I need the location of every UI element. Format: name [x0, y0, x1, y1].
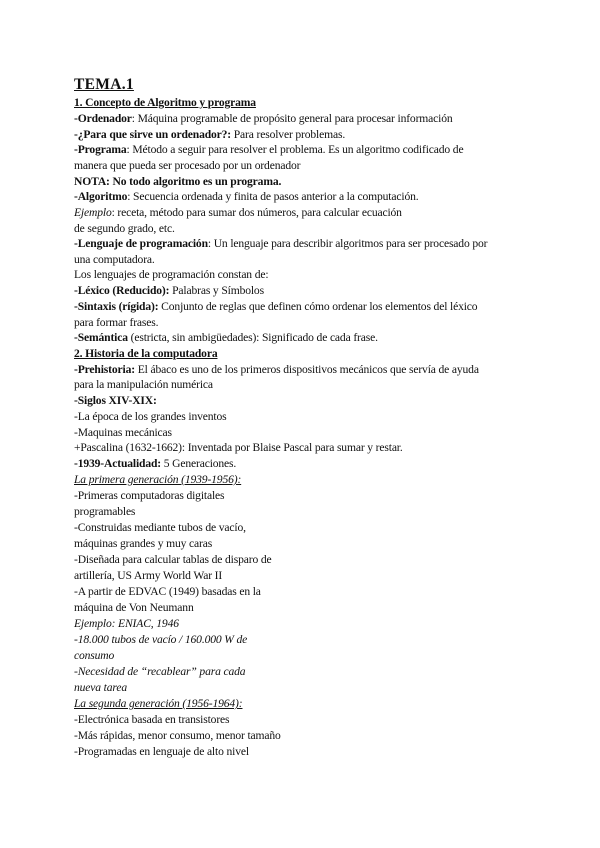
section-heading-historia: 2. Historia de la computadora — [74, 347, 218, 360]
list-item: -La época de los grandes inventos — [74, 410, 227, 423]
term-text: : Un lenguaje para describir algoritmos para ser procesado por — [207, 237, 488, 250]
generation-heading-1: La primera generación (1939-1956): — [74, 473, 242, 486]
term-label: -Prehistoria: — [74, 363, 135, 376]
definition-prehistoria-cont: para la manipulación numérica — [74, 378, 213, 391]
term-text: Conjunto de reglas que definen cómo ordenar los elementos del léxico — [158, 300, 478, 313]
term-label: -Léxico (Reducido): — [74, 284, 170, 297]
term-text: 5 Generaciones. — [160, 457, 237, 470]
definition-lexico — [74, 284, 264, 298]
term-label: -Ordenador — [74, 112, 132, 125]
term-text: El ábaco es uno de los primeros dispositivos mecánicos que servía de ayuda — [134, 363, 479, 376]
example-line: nueva tarea — [74, 681, 127, 694]
definition-sintaxis-cont: para formar frases. — [74, 316, 159, 329]
term-text: : Máquina programable de propósito general para procesar información — [131, 112, 453, 125]
term-label: -1939-Actualidad: — [74, 457, 161, 470]
term-label: -Sintaxis (rígida): — [74, 300, 159, 313]
definition-semantica — [74, 331, 378, 345]
definition-ordenador — [74, 112, 453, 126]
example-text: : receta, método para sumar dos números, para calcular ecuación — [111, 206, 402, 219]
list-item: -Programadas en lenguaje de alto nivel — [74, 745, 249, 758]
nota-line: NOTA: No todo algoritmo es un programa. — [74, 175, 282, 188]
term-label: -Lenguaje de programación — [74, 237, 208, 250]
term-text: Palabras y Símbolos — [169, 284, 264, 297]
term-label: -Semántica — [74, 331, 128, 344]
list-item: -Primeras computadoras digitales — [74, 489, 225, 502]
example-line: consumo — [74, 649, 115, 662]
term-label: -Programa — [74, 143, 127, 156]
example-label: Ejemplo — [74, 206, 112, 219]
constan-line: Los lenguajes de programación constan de: — [74, 268, 269, 281]
example-line: -18.000 tubos de vacío / 160.000 W de — [74, 633, 248, 646]
definition-programa — [74, 143, 463, 157]
list-item: -Maquinas mecánicas — [74, 426, 172, 439]
definition-algoritmo — [74, 190, 418, 204]
generation-heading-2: La segunda generación (1956-1964): — [74, 697, 243, 710]
section-heading-algoritmo: 1. Concepto de Algoritmo y programa — [74, 96, 256, 109]
document-title: TEMA.1 — [74, 76, 134, 93]
list-item: -Construidas mediante tubos de vacío, — [74, 521, 246, 534]
list-item: máquina de Von Neumann — [74, 601, 194, 614]
example-algoritmo — [74, 206, 402, 220]
definition-lenguaje — [74, 237, 487, 251]
example-algoritmo-cont: de segundo grado, etc. — [74, 222, 175, 235]
siglos-heading: -Siglos XIV-XIX: — [74, 394, 157, 407]
list-item: programables — [74, 505, 136, 518]
list-item: -A partir de EDVAC (1949) basadas en la — [74, 585, 261, 598]
definition-sintaxis — [74, 300, 477, 314]
question-para-que — [74, 128, 345, 142]
actualidad-line — [74, 457, 236, 471]
list-item: -Más rápidas, menor consumo, menor tamaño — [74, 729, 281, 742]
definition-programa-cont: manera que pueda ser procesado por un ordenador — [74, 159, 301, 172]
example-line: Ejemplo: ENIAC, 1946 — [74, 617, 179, 630]
definition-lenguaje-cont: una computadora. — [74, 253, 155, 266]
definition-prehistoria — [74, 363, 479, 377]
term-text: Para resolver problemas. — [231, 128, 346, 141]
list-item: -Electrónica basada en transistores — [74, 713, 230, 726]
term-text: : Método a seguir para resolver el problema. Es un algoritmo codificado de — [126, 143, 464, 156]
list-item: artillería, US Army World War II — [74, 569, 223, 582]
example-line: -Necesidad de “recablear” para cada — [74, 665, 246, 678]
list-item: máquinas grandes y muy caras — [74, 537, 213, 550]
list-item: -Diseñada para calcular tablas de disparo de — [74, 553, 272, 566]
term-label: -¿Para que sirve un ordenador?: — [74, 128, 232, 141]
list-item: +Pascalina (1632-1662): Inventada por Blaise Pascal para sumar y restar. — [74, 441, 403, 454]
term-text: (estricta, sin ambigüedades): Significado de cada frase. — [127, 331, 378, 344]
term-text: : Secuencia ordenada y finita de pasos anterior a la computación. — [127, 190, 419, 203]
term-label: -Algoritmo — [74, 190, 128, 203]
